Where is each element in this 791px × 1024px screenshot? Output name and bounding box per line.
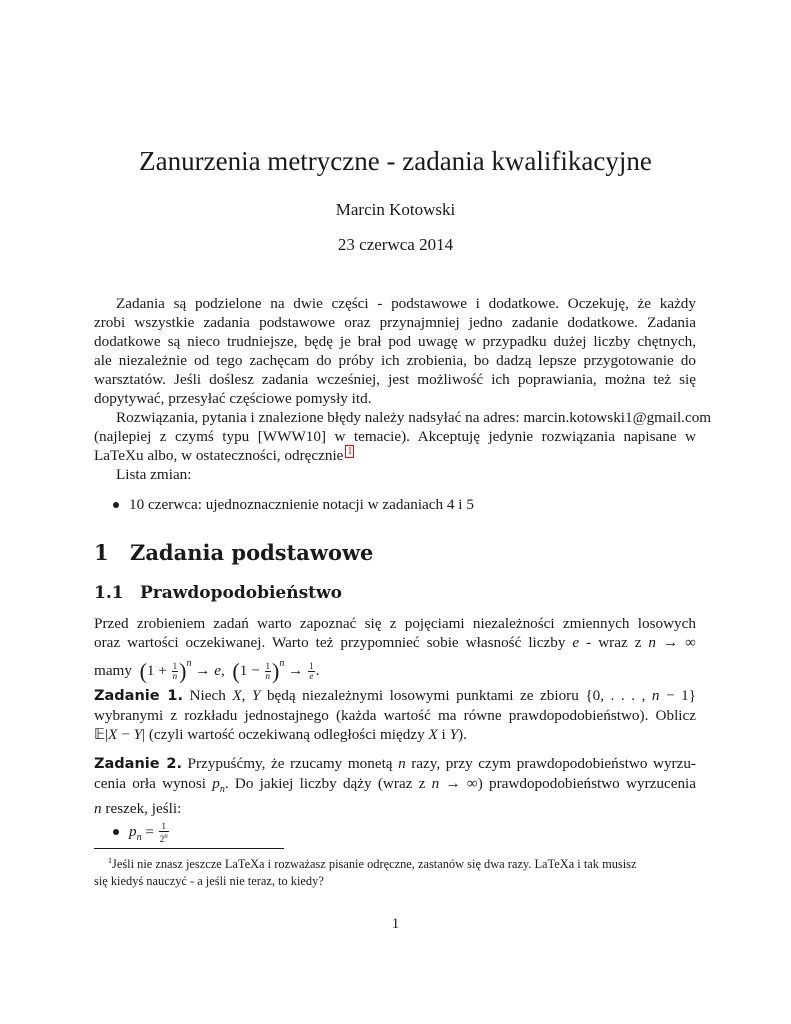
- task-line: Zadanie 1. Niech X, Y będą niezależnymi losowymi punktami ze zbioru {0, . . . , n − 1}: [94, 687, 697, 704]
- footnote-line: $^1$Jeśli nie znasz jeszcze LaTeXa i rozważasz pisanie odręczne, zastanów się dwa razy. LaTeXa i tak musisz: [108, 856, 637, 872]
- prob-line: oraz wartości oczekiwanej. Warto też przypomnieć sobie własność liczby e - wraz z n → ∞: [94, 634, 696, 651]
- task-line: Zadanie 2. Przypuśćmy, że rzucamy monetą n razy, przy czym prawdopodobieństwo wyrzu-: [94, 755, 696, 772]
- subsection-heading: [94, 583, 342, 603]
- footnote-mark: 1: [108, 856, 112, 865]
- document-title: Zanurzenia metryczne - zadania kwalifikacyjne: [139, 146, 652, 176]
- intro-line: Rozwiązania, pytania i znalezione błędy należy nadsyłać na adres: marcin.kotowski1@gmail.com: [116, 409, 712, 426]
- task-line: n reszek, jeśli:: [94, 800, 182, 818]
- task-1: [94, 686, 696, 744]
- intro-line: zrobi wszystkie zadania podstawowe oraz przynajmniej jedno zadanie dodatkowe. Zadania: [94, 314, 696, 331]
- bullet-icon: [113, 829, 119, 835]
- intro-paragraph-2: [94, 408, 712, 484]
- limit-formula-line: mamy (1 + $\frac{1}{n}$ )$^n$ → e, (1 − $\frac{1}{n}$ )$^n$ → $\frac{1}{e}$ .: [94, 658, 320, 684]
- intro-line: [94, 446, 696, 465]
- probability-paragraph: [94, 614, 696, 684]
- document-date: 23 czerwca 2014: [337, 235, 454, 254]
- task-line: 𝔼|X − Y| (czyli wartość oczekiwaną odległości między X i Y).: [94, 726, 467, 743]
- subsection-number: 1.1: [94, 583, 124, 603]
- document-author: Marcin Kotowski: [335, 200, 456, 219]
- task-line: cenia orła wynosi $p_n$. Do jakiej liczby dąży (wraz z n → ∞) prawdopodobieństwo wyrzucenia: [94, 775, 696, 796]
- bullet-icon: [113, 502, 119, 508]
- section-number: 1: [94, 540, 109, 565]
- section-title: Zadania podstawowe: [130, 540, 374, 565]
- footnote: [94, 852, 698, 890]
- task-2-case: $p_n$ = $\frac{1}{2^n}$: [113, 822, 170, 844]
- footnote-link[interactable]: 1: [347, 445, 353, 457]
- change-text: 10 czerwca: ujednoznacznienie notacji w zadaniach 4 i 5: [129, 496, 474, 513]
- footnote-line: się kiedyś nauczyć - a jeśli nie teraz, to kiedy?: [94, 874, 324, 889]
- intro-paragraph-1: [94, 294, 696, 408]
- task-line: wybranymi z rozkładu jednostajnego (każda wartość ma równe prawdopodobieństwo). Oblicz: [94, 707, 696, 724]
- page-number: 1: [391, 916, 400, 932]
- changes-label: Lista zmian:: [116, 466, 192, 483]
- intro-line: warsztatów. Jeśli doślesz zadania wcześniej, jest możliwość ich poprawiania, można też się: [94, 371, 696, 388]
- prob-line: Przed zrobieniem zadań warto zapoznać się z pojęciami niezależności zmiennych losowych: [94, 615, 696, 632]
- intro-line: Zadania są podzielone na dwie części - podstawowe i dodatkowe. Oczekuję, że każdy: [116, 295, 696, 312]
- section-heading: [94, 540, 373, 565]
- task-2: [94, 754, 696, 818]
- intro-last-text: LaTeXu albo, w ostateczności, odręcznie: [94, 447, 344, 464]
- task-2-label: Zadanie 2.: [94, 756, 182, 772]
- intro-line: ale niezależnie od tego zachęcam do próby ich zrobienia, bo dadzą lepsze przygotowanie do: [94, 352, 696, 369]
- intro-line: dopytywać, przesyłać częściowe pomysły itd.: [94, 390, 372, 407]
- task-1-label: Zadanie 1.: [94, 688, 183, 704]
- intro-line: dodatkowe są nieco trudniejsze, będę je brał pod uwagę w przypadku dużej liczby chętnych,: [94, 333, 696, 350]
- footnote-rule: [94, 848, 284, 849]
- subsection-title: Prawdopodobieństwo: [140, 583, 342, 603]
- changes-list-item: [113, 496, 474, 514]
- intro-line: (najlepiej z czymś typu [WWW10] w temacie). Akceptuję jedynie rozwiązania napisane w: [94, 428, 696, 445]
